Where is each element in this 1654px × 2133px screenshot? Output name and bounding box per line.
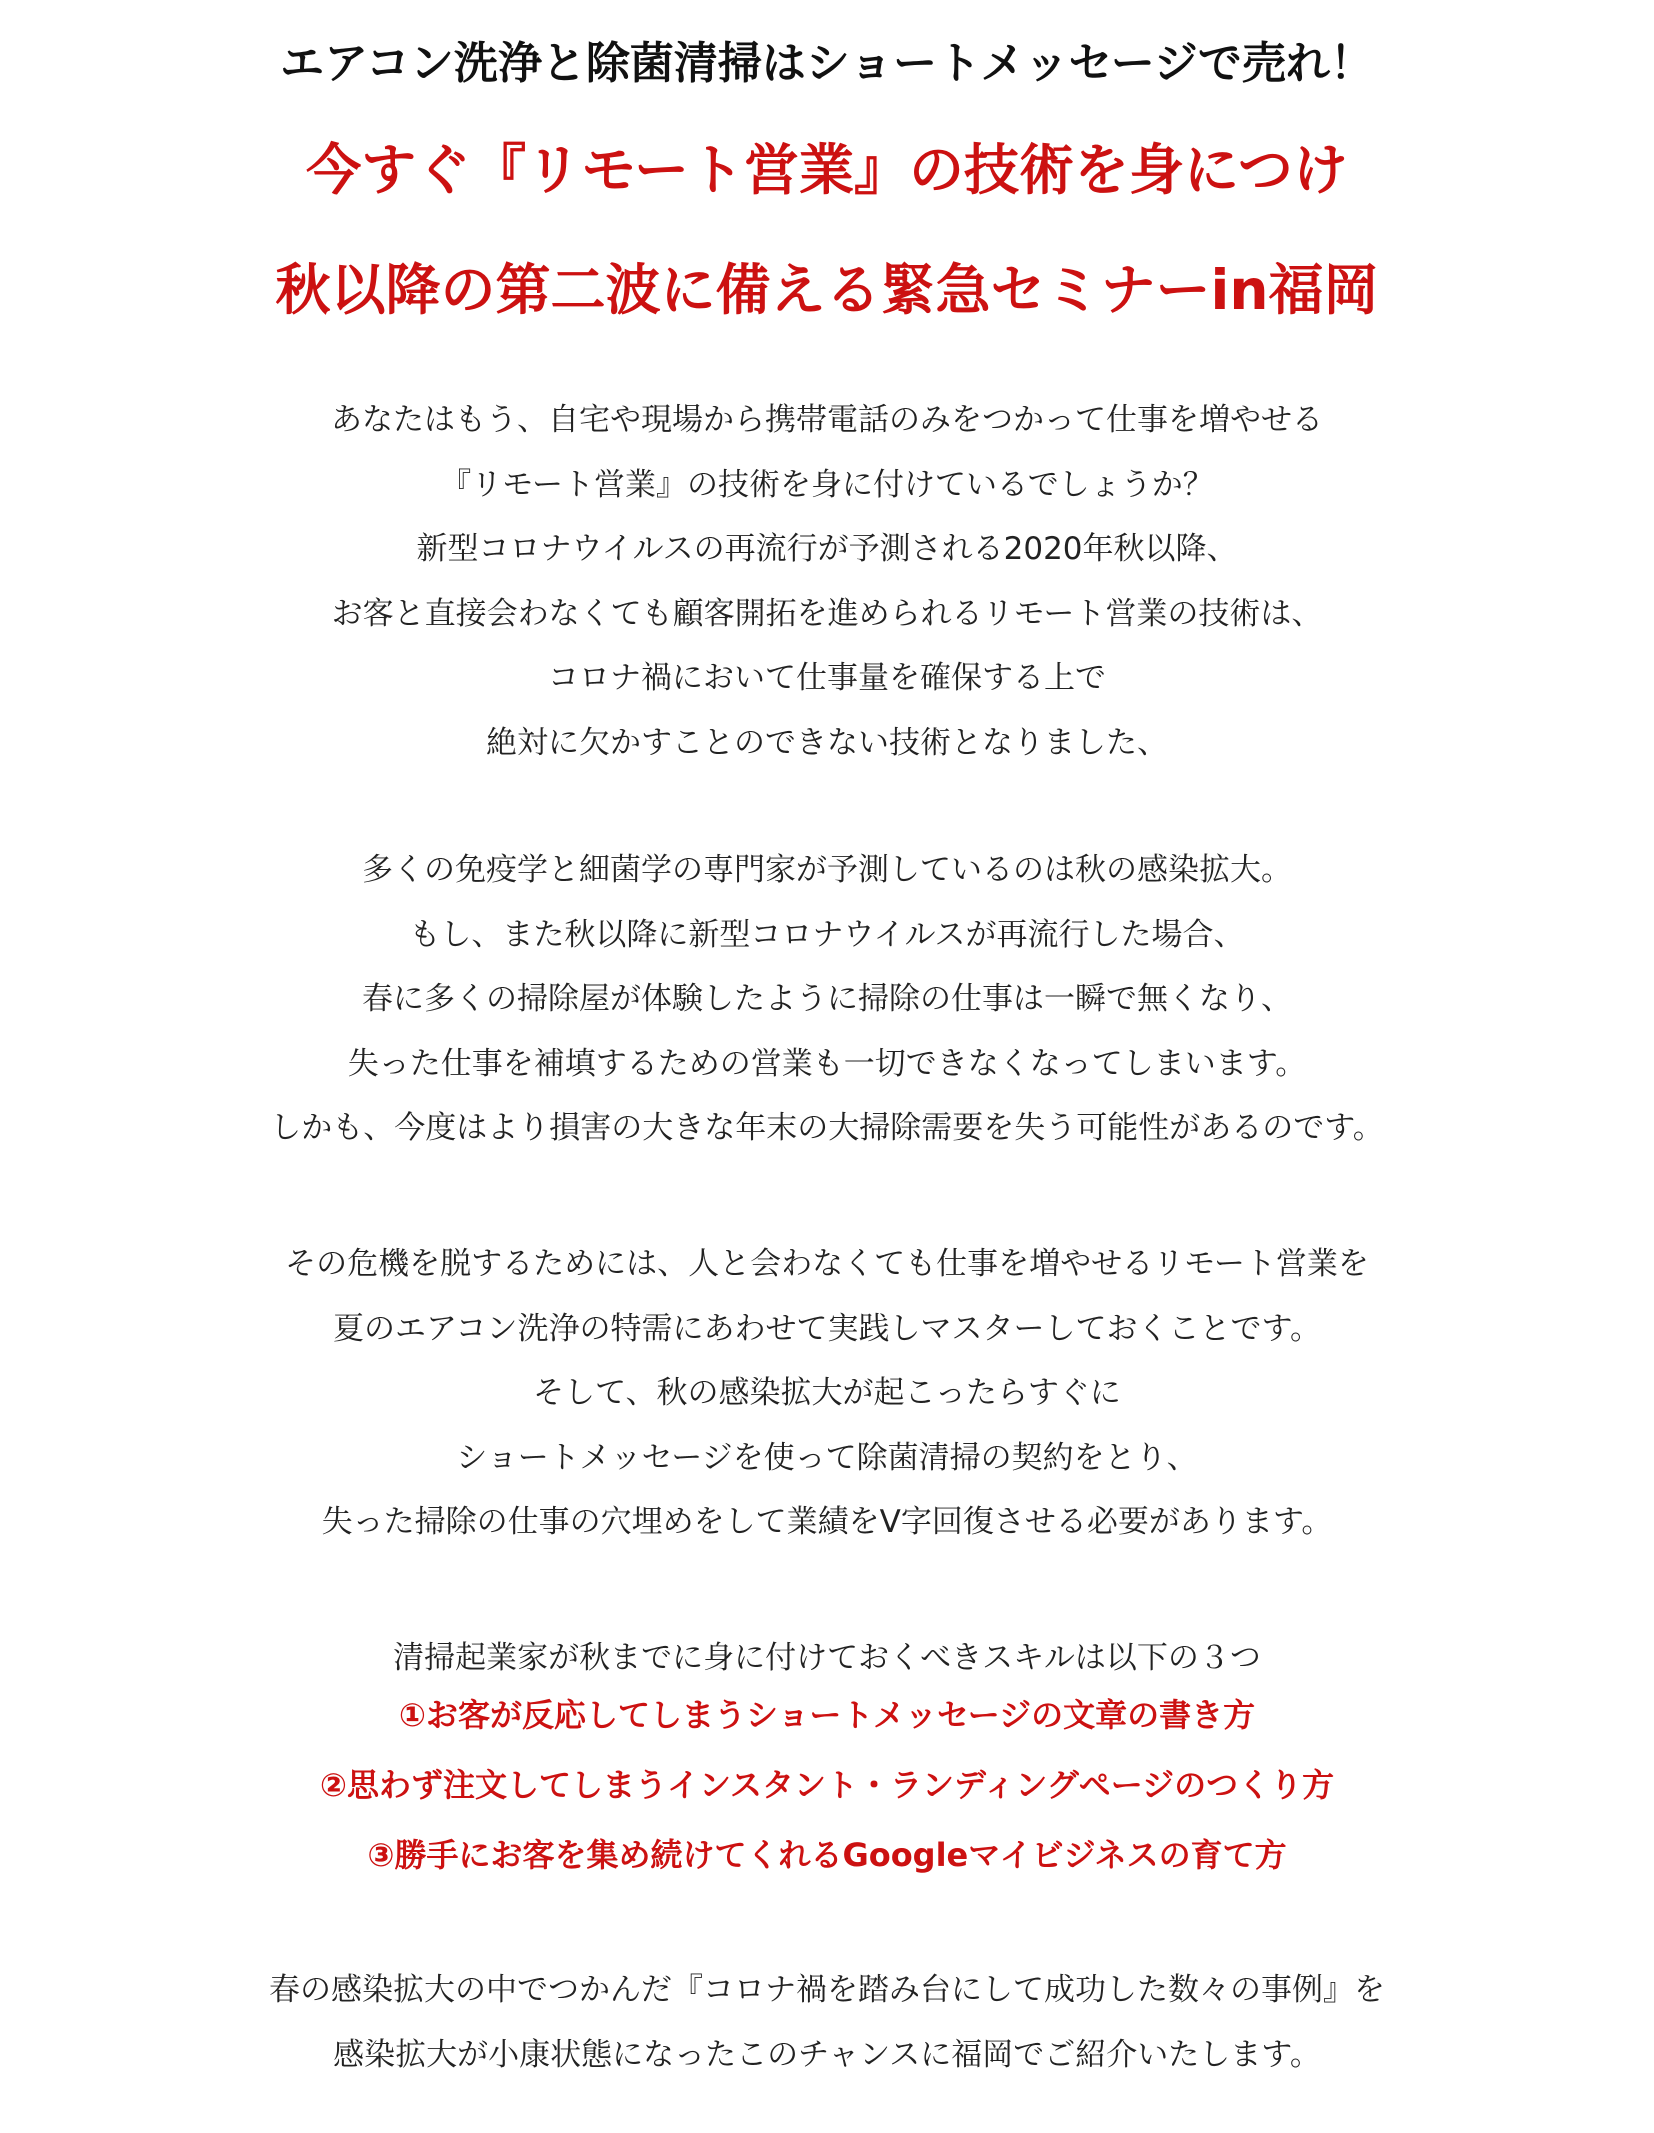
solution-paragraph — [0, 1232, 1654, 1555]
text-line: 清掃起業家が秋までに身に付けておくべきスキルは以下の３つ — [393, 1640, 1261, 1676]
headline-main-line-2: 秋以降の第二波に備える緊急セミナーin福岡 — [275, 258, 1379, 322]
text-line: 夏のエアコン洗浄の特需にあわせて実践しマスターしておくことです。 — [333, 1310, 1321, 1347]
headline-subtitle: エアコン洗浄と除菌清掃はショートメッセージで売れ！ — [280, 38, 1374, 89]
text-line: 春に多くの掃除屋が体験したように掃除の仕事は一瞬で無くなり、 — [362, 981, 1292, 1017]
skill-item-3: ③勝手にお客を集め続けてくれるGoogleマイビジネスの育て方 — [367, 1836, 1287, 1874]
text-line: コロナ禍において仕事量を確保する上で — [548, 660, 1106, 696]
text-line: 失った掃除の仕事の穴埋めをして業績をV字回復させる必要があります。 — [321, 1504, 1333, 1540]
text-line: そして、秋の感染拡大が起こったらすぐに — [533, 1375, 1121, 1411]
text-line: 春の感染拡大の中でつかんだ『コロナ禍を踏み台にして成功した数々の事例』を — [269, 1972, 1385, 2008]
skills-list — [0, 1680, 1654, 1890]
text-line: 多くの免疫学と細菌学の専門家が予測しているのは秋の感染拡大。 — [362, 852, 1292, 888]
risk-paragraph — [0, 838, 1654, 1161]
closing-paragraph — [0, 1958, 1654, 2087]
skill-item-1: ①お客が反応してしまうショートメッセージの文章の書き方 — [398, 1696, 1256, 1734]
text-line: もし、また秋以降に新型コロナウイルスが再流行した場合、 — [409, 916, 1245, 953]
text-line: しかも、今度はより損害の大きな年末の大掃除需要を失う可能性があるのです。 — [270, 1110, 1384, 1146]
text-line: 失った仕事を補填するための営業も一切できなくなってしまいます。 — [347, 1045, 1307, 1082]
text-line: 絶対に欠かすことのできない技術となりました、 — [486, 724, 1168, 761]
headline-main-line-1: 今すぐ『リモート営業』の技術を身につけ — [306, 138, 1348, 202]
text-line: 『リモート営業』の技術を身に付けているでしょうか？ — [440, 466, 1214, 503]
text-line: その危機を脱するためには、人と会わなくても仕事を増やせるリモート営業を — [285, 1246, 1369, 1282]
text-line: あなたはもう、自宅や現場から携帯電話のみをつかって仕事を増やせる — [331, 402, 1323, 438]
text-line: 感染拡大が小康状態になったこのチャンスに福岡でご紹介いたします。 — [333, 2036, 1321, 2073]
skill-item-2: ②思わず注文してしまうインスタント・ランディングページのつくり方 — [319, 1766, 1335, 1804]
text-line: ショートメッセージを使って除菌清掃の契約をとり、 — [456, 1439, 1198, 1476]
text-line: お客と直接会わなくても顧客開拓を進められるリモート営業の技術は、 — [331, 595, 1323, 632]
intro-paragraph — [0, 388, 1654, 775]
text-line: 新型コロナウイルスの再流行が予測される2020年秋以降、 — [416, 531, 1238, 567]
